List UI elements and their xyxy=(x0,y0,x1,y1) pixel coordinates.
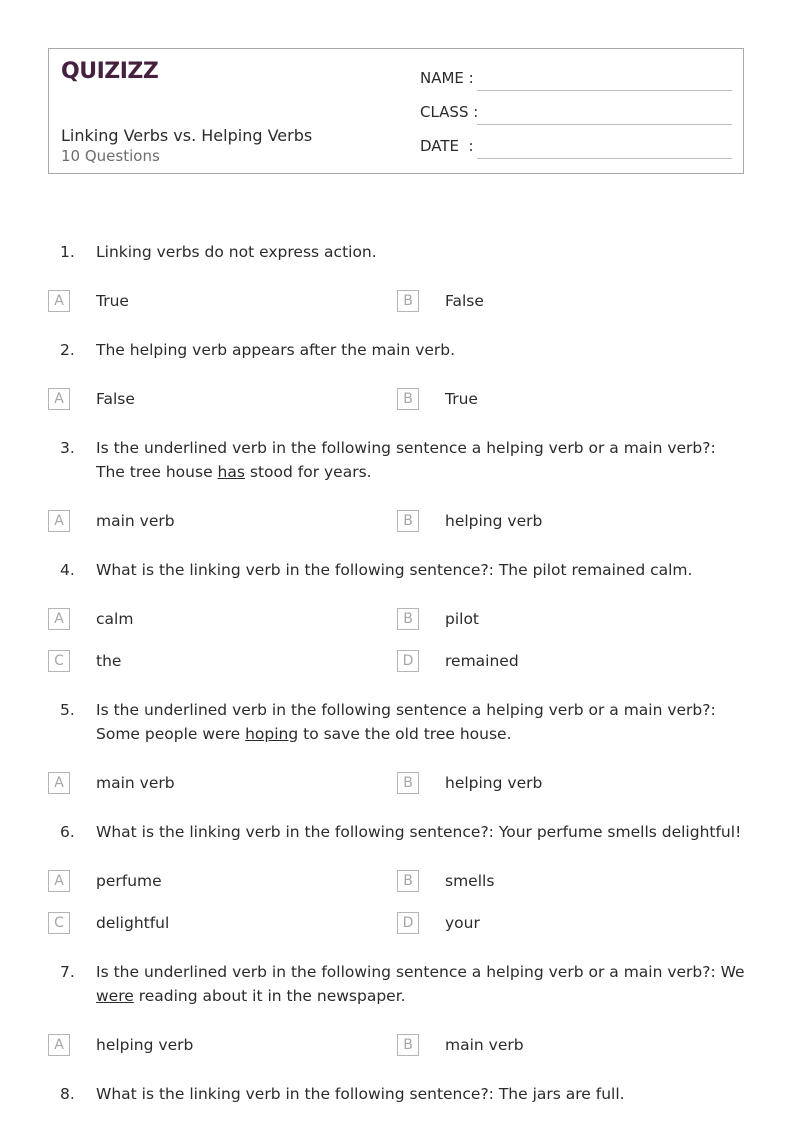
name-field xyxy=(420,69,476,87)
option-text: delightful xyxy=(96,914,170,932)
question-number: 4. xyxy=(60,561,75,579)
option-text: your xyxy=(445,914,480,932)
option-text: helping verb xyxy=(96,1036,194,1054)
underlined-verb: hoping xyxy=(245,725,299,743)
class-line[interactable] xyxy=(477,123,732,125)
option-text: True xyxy=(445,390,478,408)
question-text: The helping verb appears after the main verb. xyxy=(96,341,456,359)
option-text: main verb xyxy=(96,512,175,530)
option-letter-box: B xyxy=(397,510,419,532)
option-text: True xyxy=(96,292,129,310)
option-text: remained xyxy=(445,652,519,670)
quizizz-logo: QUIZIZZ xyxy=(61,59,159,84)
option-text: pilot xyxy=(445,610,480,628)
class-label: CLASS : xyxy=(420,103,479,121)
option-text: helping verb xyxy=(445,512,543,530)
class-field xyxy=(420,103,479,121)
option-letter-box: B xyxy=(397,870,419,892)
question-text: Linking verbs do not express action. xyxy=(96,243,377,261)
option-letter-box: A xyxy=(48,772,70,794)
option-text: False xyxy=(96,390,135,408)
question-count: 10 Questions xyxy=(61,147,160,165)
option-text: smells xyxy=(445,872,495,890)
option-letter-box: A xyxy=(48,1034,70,1056)
option-letter-box: D xyxy=(397,912,419,934)
option-text: perfume xyxy=(96,872,162,890)
date-label: DATE : xyxy=(420,137,474,155)
question-number: 2. xyxy=(60,341,75,359)
option-letter-box: B xyxy=(397,1034,419,1056)
question-number: 7. xyxy=(60,963,75,981)
question-text: What is the linking verb in the following sentence?: Your perfume smells delightful! xyxy=(96,823,742,841)
option-text: main verb xyxy=(445,1036,524,1054)
option-letter-box: B xyxy=(397,290,419,312)
worksheet-header xyxy=(48,48,744,174)
worksheet-title: Linking Verbs vs. Helping Verbs xyxy=(61,126,313,145)
question-number: 8. xyxy=(60,1085,75,1103)
question-number: 5. xyxy=(60,701,75,719)
option-letter-box: A xyxy=(48,608,70,630)
option-text: calm xyxy=(96,610,134,628)
option-letter-box: A xyxy=(48,290,70,312)
underlined-verb: were xyxy=(96,987,134,1005)
question-number: 6. xyxy=(60,823,75,841)
underlined-verb: has xyxy=(217,463,245,481)
option-text: the xyxy=(96,652,122,670)
question-number: 1. xyxy=(60,243,75,261)
option-text: helping verb xyxy=(445,774,543,792)
option-letter-box: D xyxy=(397,650,419,672)
option-letter-box: B xyxy=(397,772,419,794)
option-text: main verb xyxy=(96,774,175,792)
question-text: Is the underlined verb in the following sentence a helping verb or a main verb?: Some people were hoping to save the old tree house. xyxy=(96,701,716,743)
option-letter-box: C xyxy=(48,650,70,672)
name-label: NAME : xyxy=(420,69,474,87)
option-letter-box: B xyxy=(397,388,419,410)
option-letter-box: B xyxy=(397,608,419,630)
name-line[interactable] xyxy=(477,89,732,91)
option-text: False xyxy=(445,292,484,310)
question-text: Is the underlined verb in the following sentence a helping verb or a main verb?: The tree house has stood for years. xyxy=(96,439,716,481)
date-line[interactable] xyxy=(477,157,732,159)
question-number: 3. xyxy=(60,439,75,457)
option-letter-box: A xyxy=(48,870,70,892)
option-letter-box: A xyxy=(48,510,70,532)
question-text: What is the linking verb in the following sentence?: The jars are full. xyxy=(96,1085,625,1103)
question-text: What is the linking verb in the following sentence?: The pilot remained calm. xyxy=(96,561,693,579)
question-text: Is the underlined verb in the following sentence a helping verb or a main verb?: We were reading about it in the newspaper. xyxy=(96,963,745,1005)
option-letter-box: C xyxy=(48,912,70,934)
option-letter-box: A xyxy=(48,388,70,410)
date-field xyxy=(420,137,476,155)
